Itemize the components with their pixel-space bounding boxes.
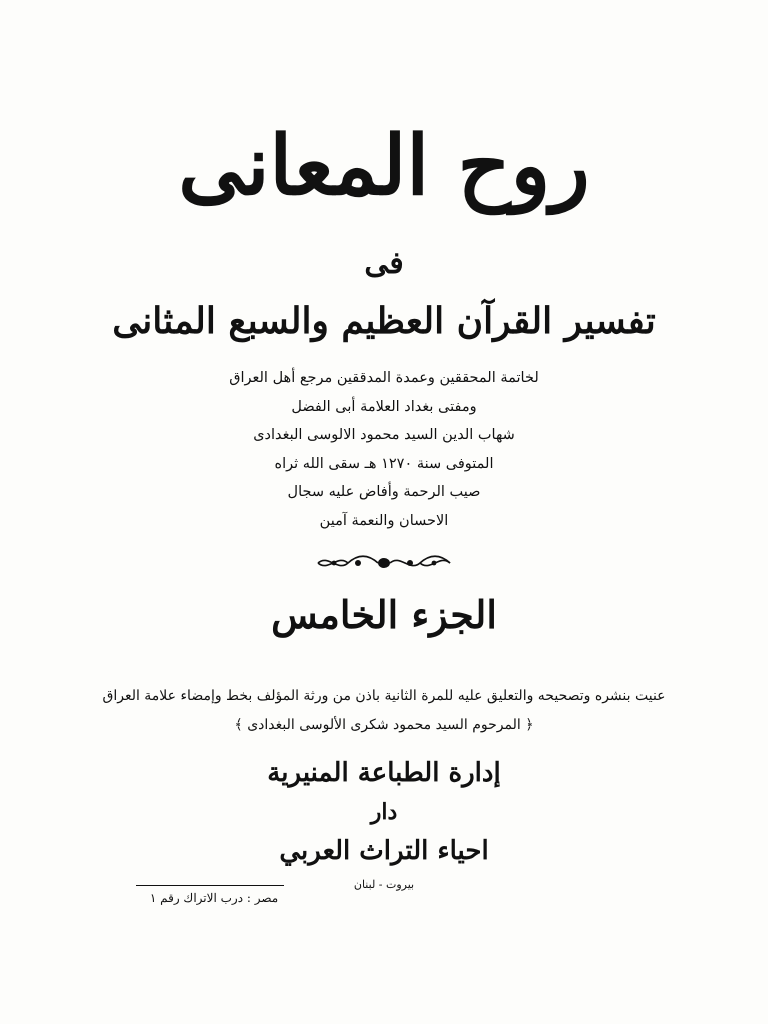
author-line: المتوفى سنة ١٢٧٠ هـ سقى الله ثراه bbox=[274, 455, 494, 472]
author-line: صيب الرحمة وأفاض عليه سجال bbox=[287, 484, 481, 500]
author-line: شهاب الدين السيد محمود الالوسى البغدادى bbox=[253, 427, 515, 443]
book-title: روح المعانى bbox=[178, 118, 590, 214]
title-connector: فى bbox=[364, 246, 404, 281]
ornament-divider bbox=[314, 552, 454, 574]
author-line: الاحسان والنعمة آمين bbox=[319, 512, 449, 529]
author-description bbox=[200, 364, 568, 535]
publisher-house-name: احياء التراث العربي bbox=[279, 836, 489, 866]
publisher-address: مصر : درب الاتراك رقم ١ bbox=[149, 891, 279, 905]
publisher-city: بيروت - لبنان bbox=[353, 878, 415, 891]
publisher-name: إدارة الطباعة المنيرية bbox=[267, 758, 501, 788]
edition-note-name: ﴿ المرحوم السيد محمود شكرى الألوسى البغدادى ﴾ bbox=[234, 717, 534, 733]
book-subtitle: تفسير القرآن العظيم والسبع المثانى bbox=[112, 300, 656, 342]
author-line: ومفتى بغداد العلامة أبى الفضل bbox=[291, 398, 477, 415]
author-line: لخاتمة المحققين وعمدة المدققين مرجع أهل العراق bbox=[229, 370, 539, 386]
address-rule bbox=[136, 885, 284, 886]
publisher-house-label: دار bbox=[370, 799, 398, 825]
volume-label: الجزء الخامس bbox=[271, 592, 497, 637]
edition-note: عنيت بنشره وتصحيحه والتعليق عليه للمرة الثانية باذن من ورثة المؤلف بخط وإمضاء علامة العراق bbox=[102, 688, 666, 704]
